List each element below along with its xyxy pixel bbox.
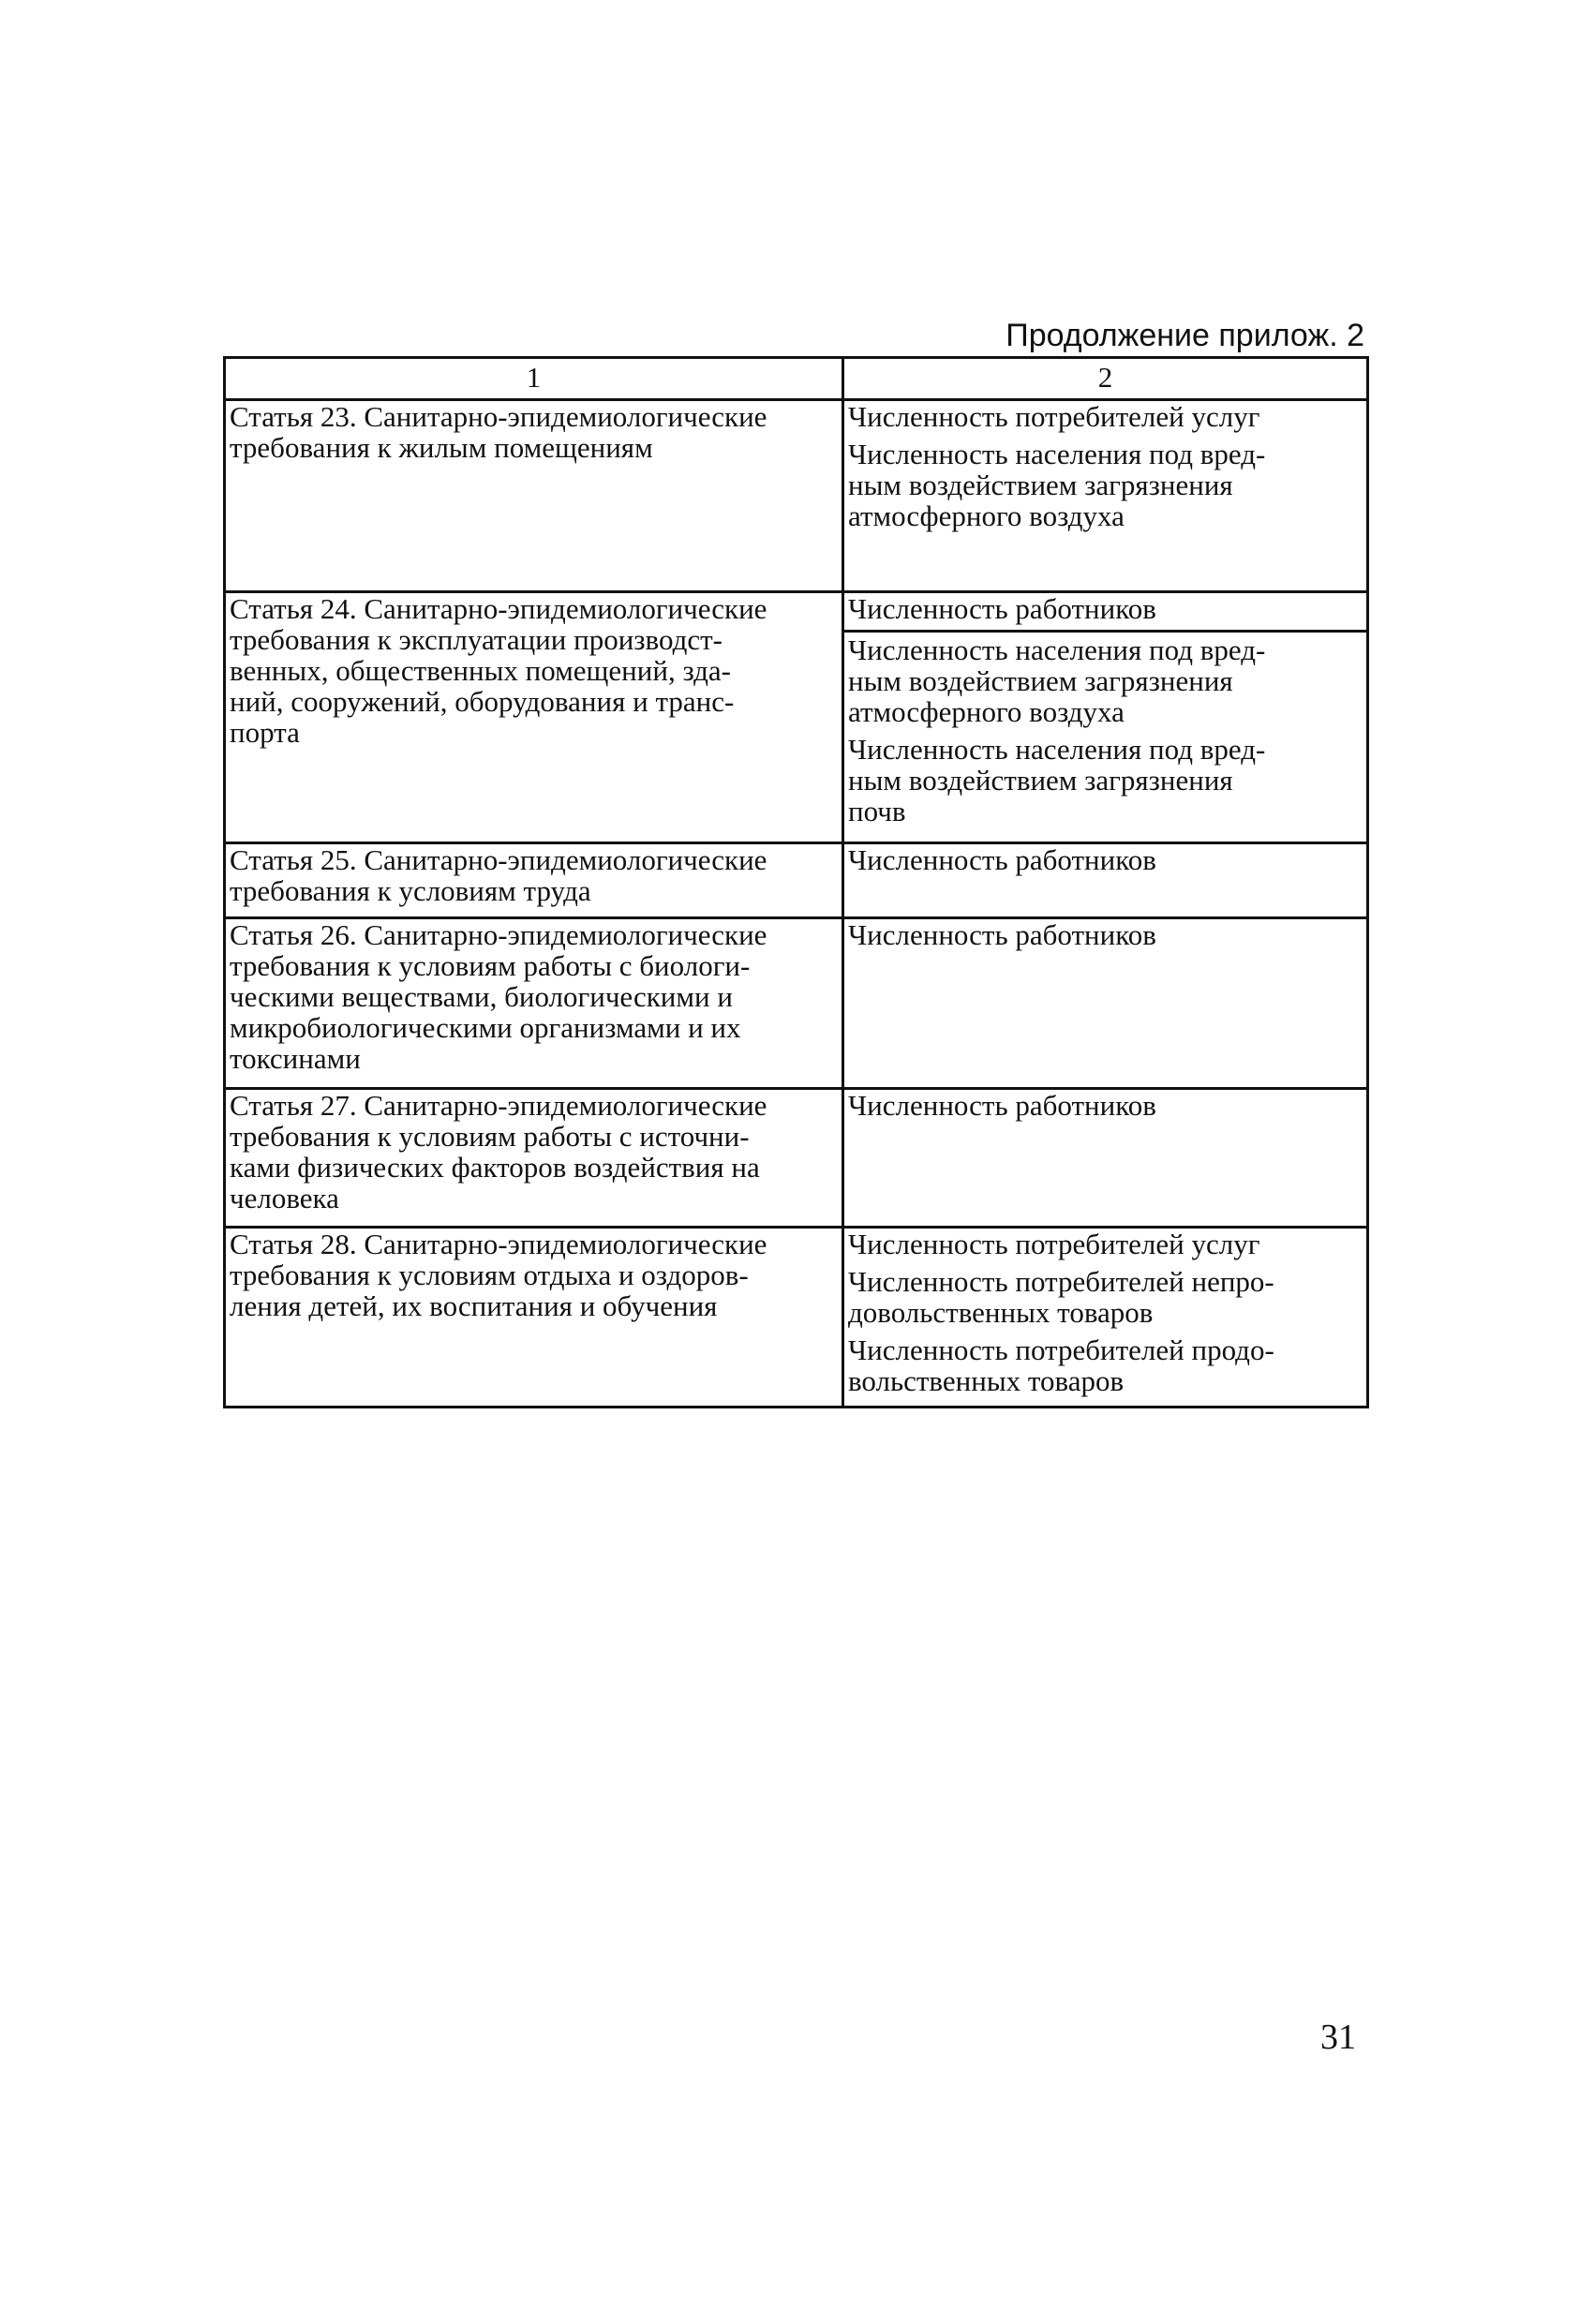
indicator-text: Численность работников	[848, 1089, 1156, 1122]
column-header-2: 2	[843, 358, 1368, 400]
article-cell	[225, 1228, 843, 1408]
indicator-text: Численность населения под вред- ным воздействием загрязнения почв	[848, 733, 1266, 827]
indicator-text: Численность работников	[848, 592, 1156, 625]
table-row	[225, 843, 1368, 918]
table-row	[225, 592, 1368, 843]
indicator-group	[848, 1229, 1363, 1396]
indicator-cell	[843, 918, 1368, 1089]
indicator-cell	[843, 1228, 1368, 1408]
table-row	[225, 1228, 1368, 1408]
indicator-cell	[843, 592, 1368, 843]
indicator-text: Численность населения под вред- ным воздействием загрязнения атмосферного воздуха	[848, 438, 1266, 532]
indicator-text: Численность потребителей услуг	[848, 400, 1260, 433]
table-caption: Продолжение прилож. 2	[1006, 318, 1364, 353]
table-row	[225, 400, 1368, 592]
indicator-text: Численность потребителей непро- довольственных товаров	[848, 1265, 1274, 1329]
indicator-cell	[843, 1089, 1368, 1228]
indicator-cell	[843, 400, 1368, 592]
indicator-group	[848, 1090, 1363, 1121]
table-row	[225, 918, 1368, 1089]
indicator-text: Численность потребителей услуг	[848, 1228, 1260, 1260]
article-text: Статья 23. Санитарно-эпидемиологические требования к жилым помещениям	[230, 400, 767, 464]
indicator-group	[848, 844, 1363, 875]
article-text: Статья 28. Санитарно-эпидемиологические требования к условиям отдыха и оздоров- ления детей, их воспитания и обучения	[230, 1228, 767, 1322]
indicator-group	[848, 593, 1363, 624]
column-header-1: 1	[225, 358, 843, 400]
indicator-group	[848, 401, 1363, 531]
indicator-text: Численность работников	[848, 918, 1156, 951]
article-cell	[225, 918, 843, 1089]
article-cell	[225, 592, 843, 843]
article-text: Статья 27. Санитарно-эпидемиологические требования к условиям работы с источни- ками физических факторов воздействия на человека	[230, 1089, 767, 1214]
table-row	[225, 1089, 1368, 1228]
article-text: Статья 25. Санитарно-эпидемиологические требования к условиям труда	[230, 843, 767, 907]
data-table	[223, 356, 1369, 1408]
article-cell	[225, 400, 843, 592]
indicator-text: Численность работников	[848, 843, 1156, 876]
article-cell	[225, 843, 843, 918]
indicator-group	[844, 630, 1366, 827]
indicator-group	[848, 919, 1363, 950]
table-header-row	[225, 358, 1368, 400]
indicator-text: Численность населения под вред- ным воздействием загрязнения атмосферного воздуха	[848, 633, 1266, 728]
article-cell	[225, 1089, 843, 1228]
indicator-cell	[843, 843, 1368, 918]
page-number: 31	[1320, 2018, 1356, 2057]
article-text: Статья 24. Санитарно-эпидемиологические требования к эксплуатации производст- венных, общественных помещений, зда- ний, сооружений, оборудования и транс- порта	[230, 592, 767, 749]
indicator-text: Численность потребителей продо- вольственных товаров	[848, 1333, 1274, 1397]
article-text: Статья 26. Санитарно-эпидемиологические требования к условиям работы с биологи- ческими веществами, биологическими и микробиологическими организмами и их токсинами	[230, 918, 767, 1075]
